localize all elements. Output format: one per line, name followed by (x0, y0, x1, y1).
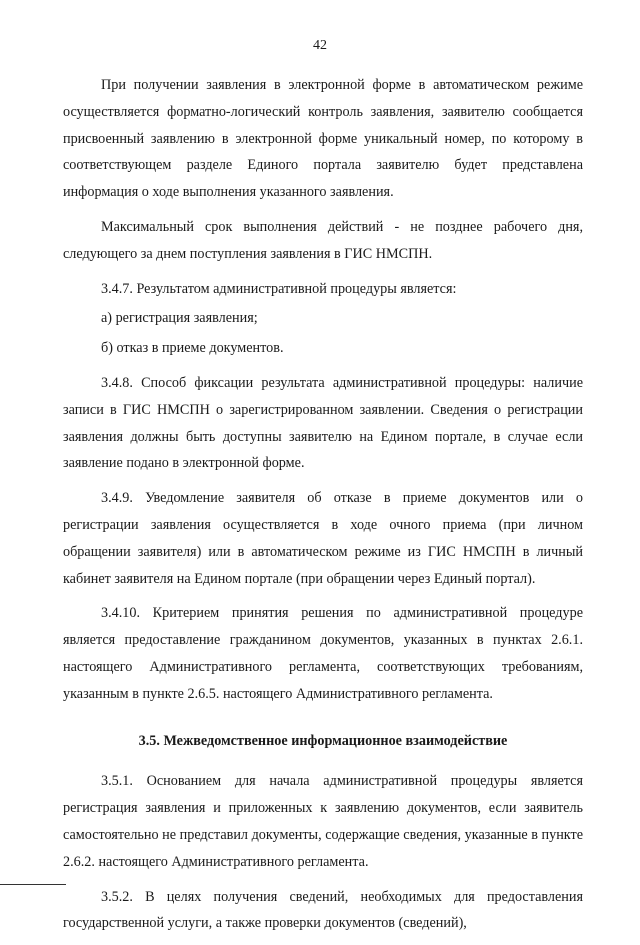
paragraph: 3.4.8. Способ фиксации результата административной процедуры: наличие записи в ГИС НМСПН о зарегистрированном заявлении. Сведения о регистрации заявления должны быть доступны заявителю на Едином портале, в случае если заявление подано в электронной форме. (63, 374, 583, 472)
footnote-rule (0, 884, 66, 885)
page-number: 42 (313, 38, 327, 53)
paragraph: При получении заявления в электронной форме в автоматическом режиме осуществляется форматно-логический контроль заявления, заявителю сообщается присвоенный заявлению в электронной форме уникальный номер, по которому в соответствующем разделе Единого портала заявителю будет представлена информация о ходе выполнения указанного заявления. (63, 77, 583, 201)
list-item: а) регистрация заявления; (101, 310, 258, 327)
paragraph: 3.4.9. Уведомление заявителя об отказе в приеме документов или о регистрации заявления осуществляется в ходе очного приема (при личном обращении заявителя) или в автоматическом режиме из ГИС НМСПН в личный кабинет заявителя на Едином портале (при обращении через Единый портал). (63, 490, 583, 587)
list-item: б) отказ в приеме документов. (101, 340, 284, 357)
paragraph: 3.4.7. Результатом административной процедуры является: (101, 280, 457, 297)
paragraph: 3.5.2. В целях получения сведений, необходимых для предоставления государственной услуги, а также проверки документов (сведений), (63, 888, 583, 932)
page-body (63, 72, 583, 945)
paragraph: 3.5.1. Основанием для начала административной процедуры является регистрация заявления и приложенных к заявлению документов, если заявитель самостоятельно не представил документы, содержащие сведения, указанные в пункте 2.6.2. настоящего Административного регламента. (63, 773, 583, 870)
paragraph: Максимальный срок выполнения действий - не позднее рабочего дня, следующего за днем поступления заявления в ГИС НМСПН. (63, 218, 583, 262)
paragraph: 3.4.10. Критерием принятия решения по административной процедуре является предоставление гражданином документов, указанных в пунктах 2.6.1. настоящего Административного регламента, соответствующих требованиям, указанным в пункте 2.6.5. настоящего Административного регламента. (63, 605, 583, 702)
section-heading: 3.5. Межведомственное информационное взаимодействие (138, 732, 508, 749)
